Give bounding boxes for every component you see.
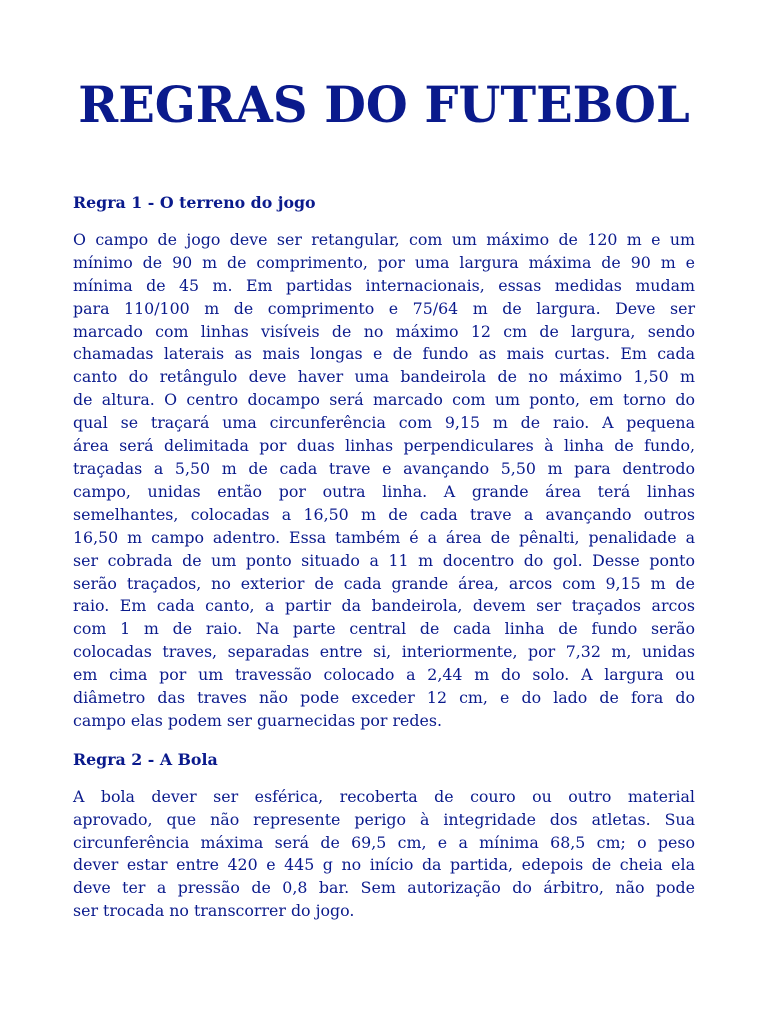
- section-heading-regra-2: Regra 2 - A Bola: [73, 749, 218, 769]
- paragraph-line: A bola dever ser esférica, recoberta de couro ou outro material: [73, 786, 695, 806]
- page-title: REGRAS DO FUTEBOL: [78, 75, 690, 134]
- section-paragraph-regra-2: [73, 786, 695, 923]
- paragraph-line: aprovado, que não represente perigo à integridade dos atletas. Sua: [73, 809, 695, 829]
- paragraph-line: mínimo de 90 m de comprimento, por uma largura máxima de 90 m e: [73, 252, 695, 272]
- paragraph-line: O campo de jogo deve ser retangular, com um máximo de 120 m e um: [73, 229, 695, 249]
- paragraph-line: para 110/100 m de comprimento e 75/64 m de largura. Deve ser: [73, 298, 695, 318]
- paragraph-line: ser cobrada de um ponto situado a 11 m docentro do gol. Desse ponto: [73, 550, 695, 570]
- paragraph-line: raio. Em cada canto, a partir da bandeirola, devem ser traçados arcos: [73, 596, 695, 616]
- paragraph-line: semelhantes, colocadas a 16,50 m de cada trave a avançando outros: [73, 504, 695, 524]
- paragraph-line: marcado com linhas visíveis de no máximo 12 cm de largura, sendo: [73, 321, 695, 341]
- document-body: [73, 192, 695, 939]
- paragraph-line: 16,50 m campo adentro. Essa também é a área de pênalti, penalidade a: [73, 527, 695, 547]
- paragraph-line: circunferência máxima será de 69,5 cm, e a mínima 68,5 cm; o peso: [73, 832, 695, 852]
- paragraph-line: de altura. O centro docampo será marcado com um ponto, em torno do: [73, 390, 695, 410]
- paragraph-line: mínima de 45 m. Em partidas internacionais, essas medidas mudam: [73, 275, 695, 295]
- paragraph-line: traçadas a 5,50 m de cada trave e avançando 5,50 m para dentrodo: [73, 458, 695, 478]
- paragraph-line: com 1 m de raio. Na parte central de cada linha de fundo serão: [73, 619, 695, 639]
- paragraph-line: canto do retângulo deve haver uma bandeirola de no máximo 1,50 m: [73, 367, 695, 387]
- paragraph-line: diâmetro das traves não pode exceder 12 cm, e do lado de fora do: [73, 688, 695, 708]
- paragraph-line: serão traçados, no exterior de cada grande área, arcos com 9,15 m de: [73, 573, 695, 593]
- paragraph-line: qual se traçará uma circunferência com 9,15 m de raio. A pequena: [73, 413, 695, 433]
- paragraph-line: em cima por um travessão colocado a 2,44 m do solo. A largura ou: [73, 665, 695, 685]
- paragraph-line: deve ter a pressão de 0,8 bar. Sem autorização do árbitro, não pode: [73, 878, 695, 898]
- paragraph-line: ser trocada no transcorrer do jogo.: [73, 901, 355, 921]
- paragraph-line: dever estar entre 420 e 445 g no início da partida, edepois de cheia ela: [73, 855, 695, 875]
- paragraph-line: área será delimitada por duas linhas perpendiculares à linha de fundo,: [73, 436, 695, 456]
- paragraph-line: campo, unidas então por outra linha. A grande área terá linhas: [73, 481, 695, 501]
- paragraph-line: chamadas laterais as mais longas e de fundo as mais curtas. Em cada: [73, 344, 695, 364]
- section-heading-regra-1: Regra 1 - O terreno do jogo: [73, 193, 316, 212]
- paragraph-line: colocadas traves, separadas entre si, interiormente, por 7,32 m, unidas: [73, 642, 695, 662]
- paragraph-line: campo elas podem ser guarnecidas por redes.: [73, 710, 442, 730]
- section-paragraph-regra-1: [73, 229, 695, 733]
